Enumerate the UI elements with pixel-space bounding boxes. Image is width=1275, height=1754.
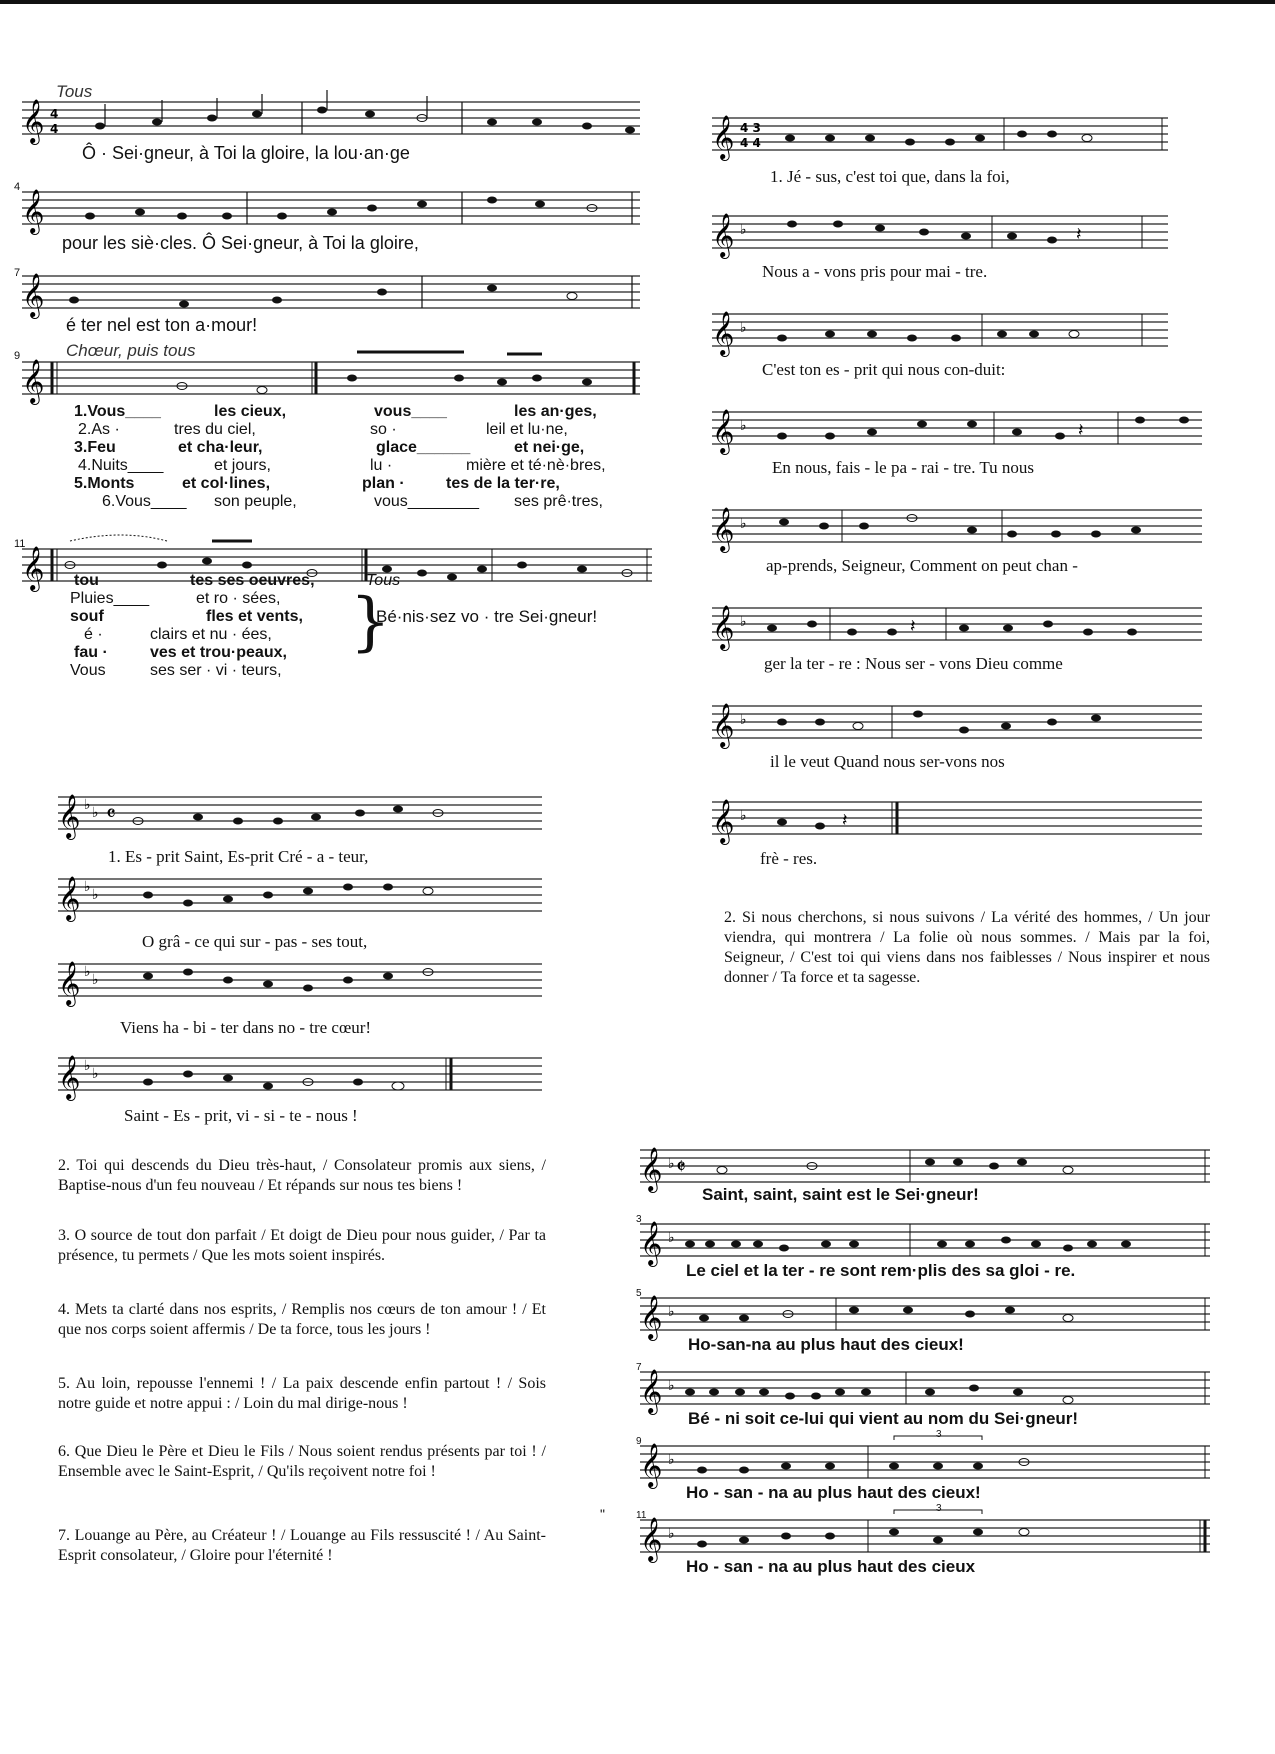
song3-lyrics-7: il le veut Quand nous ser-vons nos (770, 752, 1005, 771)
song4-measure-3: 3 (636, 1214, 642, 1225)
song3-lyrics-6: ger la ter - re : Nous ser - vons Dieu comme (764, 654, 1063, 673)
song4-lyrics-3: Ho-san-na au plus haut des cieux! (688, 1335, 964, 1354)
song1-lyrics-3: é ter nel est ton a·mour! (66, 315, 258, 335)
svg-text:𝄵: 𝄵 (676, 1155, 686, 1180)
margin-mark: " (600, 1506, 605, 1522)
song4-measure-7: 7 (636, 1362, 642, 1373)
song2-staff-1 (58, 793, 542, 841)
svg-text:♭: ♭ (84, 964, 91, 980)
svg-text:𝄞: 𝄞 (712, 799, 735, 843)
svg-text:𝄽: 𝄽 (842, 810, 848, 831)
stanza-row-1: 1.Vous____ les cieux, vous____ les an·ges, (74, 403, 597, 420)
song4-staff-3 (640, 1294, 1210, 1340)
svg-text:♭: ♭ (668, 1378, 675, 1394)
svg-text:𝄞: 𝄞 (22, 273, 45, 317)
svg-text:♭: ♭ (668, 1526, 675, 1542)
svg-text:♭: ♭ (668, 1304, 675, 1320)
measure-number-9: 9 (14, 350, 21, 362)
svg-text:♭: ♭ (84, 879, 91, 895)
svg-text:♭: ♭ (740, 808, 747, 824)
song2-staff-4 (58, 1054, 542, 1102)
song3-staff-7 (712, 702, 1202, 748)
song1-staff-1 (22, 98, 640, 146)
song4-lyrics-1: Saint, saint, saint est le Sei·gneur! (702, 1185, 979, 1204)
song4-lyrics-6: Ho - san - na au plus haut des cieux (686, 1557, 976, 1576)
song4-lyrics-5: Ho - san - na au plus haut des cieux! (686, 1483, 981, 1502)
song3-lyrics-2: Nous a - vons pris pour mai - tre. (762, 262, 988, 281)
svg-text:𝄞: 𝄞 (712, 115, 735, 159)
song3-lyrics-8: frè - res. (760, 849, 818, 868)
song3-staff-8 (712, 798, 1202, 844)
svg-text:𝄞: 𝄞 (58, 1055, 81, 1099)
song4-staff-5 (640, 1442, 1210, 1488)
svg-text:𝄞: 𝄞 (58, 961, 81, 1005)
svg-text:𝄽: 𝄽 (1076, 224, 1082, 245)
svg-text:𝄞: 𝄞 (712, 703, 735, 747)
song4-triplet-1: 3 (936, 1429, 942, 1440)
song3-staff-1 (712, 114, 1168, 160)
svg-text:𝄞: 𝄞 (22, 546, 45, 590)
svg-text:𝄞: 𝄞 (22, 189, 45, 233)
svg-text:𝄞: 𝄞 (640, 1221, 663, 1265)
song4-staff-2 (640, 1220, 1210, 1266)
song3-lyrics-5: ap-prends, Seigneur, Comment on peut chan - (766, 556, 1078, 575)
svg-text:𝄞: 𝄞 (640, 1147, 663, 1191)
song2-verse-4: 4. Mets ta clarté dans nos esprits, / Remplis nos cœurs de ton amour ! / Et que nos corps soient affermis / De ta force, tous les jours ! (58, 1301, 546, 1338)
svg-text:𝄞: 𝄞 (640, 1443, 663, 1487)
svg-text:♭: ♭ (740, 712, 747, 728)
svg-text:4: 4 (50, 107, 59, 121)
ending-row-5: fau · ves et trou·peaux, (74, 644, 287, 661)
measure-number-7: 7 (14, 267, 21, 279)
ending-row-2: Pluies____ et ro · sées, (70, 590, 281, 607)
song2-verse-6: 6. Que Dieu le Père et Dieu le Fils / Nous soient rendus présents par toi ! / Ensemble avec le Saint-Esprit, / Qu'ils reçoivent notre foi ! (58, 1443, 546, 1480)
svg-text:𝄞: 𝄞 (712, 311, 735, 355)
song2-lyrics-3: Viens ha - bi - ter dans no - tre cœur! (120, 1018, 372, 1037)
svg-text:𝄞: 𝄞 (22, 99, 45, 143)
song1-staff-3 (22, 272, 640, 320)
song4-lyrics-4: Bé - ni soit ce-lui qui vient au nom du Sei·gneur! (688, 1409, 1079, 1428)
song4-staff-6 (640, 1516, 1210, 1562)
song1-staff-4 (22, 358, 640, 406)
svg-text:♭: ♭ (92, 805, 99, 821)
song1-staff-2 (22, 188, 640, 236)
svg-text:♭: ♭ (84, 1058, 91, 1074)
song2-staff-3 (58, 960, 542, 1008)
svg-text:4: 4 (50, 122, 59, 136)
svg-text:♭: ♭ (740, 516, 747, 532)
song1-stanzas (74, 403, 644, 511)
measure-number-4: 4 (14, 181, 21, 193)
song2-verse-3: 3. O source de tout don parfait / Et doigt de Dieu pour nous guider, / Par ta présence, tu permets / Que les mots soient inspirés. (58, 1227, 546, 1264)
svg-text:𝄽: 𝄽 (910, 616, 916, 637)
svg-text:𝄞: 𝄞 (640, 1517, 663, 1561)
song3-lyrics-3: C'est ton es - prit qui nous con-duit: (762, 360, 1006, 379)
svg-text:♭: ♭ (92, 887, 99, 903)
svg-text:♭: ♭ (84, 797, 91, 813)
stanza-row-4: 4.Nuits____ et jours, lu · mière et té·nè·bres, (78, 457, 606, 474)
stanza-row-3: 3.Feu et cha·leur, glace______ et nei·ge, (74, 439, 585, 456)
song3-lyrics-1: 1. Jé - sus, c'est toi que, dans la foi, (770, 167, 1010, 186)
song2-lyrics-1: 1. Es - prit Saint, Es-prit Cré - a - teur, (108, 847, 369, 866)
svg-text:𝄞: 𝄞 (712, 409, 735, 453)
song4-triplet-2: 3 (936, 1503, 942, 1514)
song3-staff-3 (712, 310, 1168, 356)
stanza-row-2: 2.As · tres du ciel, so · leil et lu·ne, (78, 421, 568, 438)
song3-staff-4 (712, 408, 1202, 454)
label-tous: Tous (56, 82, 93, 101)
song3-staff-6 (712, 604, 1202, 650)
svg-text:♭: ♭ (740, 418, 747, 434)
song3-verse-2: 2. Si nous cherchons, si nous suivons / La vérité des hommes, / Un jour viendra, qui montrera / La folie où nous sommes. / Mais par la foi, Seigneur, / C'est toi qui viens dans nos faiblesses / Nous inspirer et nous donner / Ta force et ta sagesse. (724, 909, 1210, 986)
ending-row-3: souf fles et vents, (70, 608, 303, 625)
song3-staff-2 (712, 212, 1168, 258)
song2-verse-2: 2. Toi qui descends du Dieu très-haut, / Consolateur promis aux siens, / Baptise-nous d'un feu nouveau / Et répands sur nous tes biens ! (58, 1157, 546, 1194)
song4-measure-11: 11 (636, 1510, 647, 1521)
song4-staff-4 (640, 1368, 1210, 1414)
song2-lyrics-4: Saint - Es - prit, vi - si - te - nous ! (124, 1106, 358, 1125)
ending-row-1: tou tes ses oeuvres, Tous (74, 572, 401, 589)
song3-staff-5 (712, 506, 1202, 552)
svg-text:♭: ♭ (740, 320, 747, 336)
svg-text:𝄞: 𝄞 (58, 794, 81, 838)
svg-text:𝄞: 𝄞 (640, 1295, 663, 1339)
svg-text:♭: ♭ (740, 222, 747, 238)
svg-text:4 3: 4 3 (740, 121, 761, 135)
svg-text:♭: ♭ (668, 1230, 675, 1246)
svg-text:𝄞: 𝄞 (22, 359, 45, 403)
song1-lyrics-1: Ô · Sei·gneur, à Toi la gloire, la lou·an·ge (82, 143, 410, 163)
song4-lyrics-2: Le ciel et la ter - re sont rem·plis des sa gloi - re. (686, 1261, 1076, 1280)
svg-text:♭: ♭ (668, 1452, 675, 1468)
svg-text:♭: ♭ (92, 972, 99, 988)
svg-text:𝄞: 𝄞 (712, 507, 735, 551)
song2-lyrics-2: O grâ - ce qui sur - pas - ses tout, (142, 932, 368, 951)
svg-text:𝄞: 𝄞 (712, 605, 735, 649)
song2-verse-5: 5. Au loin, repousse l'ennemi ! / La paix descende enfin partout ! / Sois notre guide et notre appui : / Loin du mal dirige-nous ! (58, 1375, 546, 1412)
refrain-brace: } (350, 585, 391, 659)
stanza-row-6: 6.Vous____ son peuple, vous________ ses prê·tres, (102, 493, 603, 510)
svg-text:♭: ♭ (92, 1066, 99, 1082)
svg-text:𝄞: 𝄞 (712, 213, 735, 257)
song3-lyrics-4: En nous, fais - le pa - rai - tre. Tu nous (772, 458, 1035, 477)
ending-row-6: Vous ses ser · vi · teurs, (70, 662, 282, 679)
label-choeur: Chœur, puis tous (66, 341, 196, 360)
song4-measure-5: 5 (636, 1288, 642, 1299)
song2-verse-7: 7. Louange au Père, au Créateur ! / Louange au Fils ressuscité ! / Au Saint-Esprit consolateur, / Gloire pour l'éternité ! (58, 1527, 546, 1564)
measure-number-11: 11 (14, 538, 26, 550)
stanza-row-5: 5.Monts et col·lines, plan · tes de la ter·re, (74, 475, 560, 492)
svg-text:♭: ♭ (668, 1156, 675, 1172)
song4-measure-9: 9 (636, 1436, 642, 1447)
svg-text:𝄴: 𝄴 (106, 802, 116, 827)
page-top-border (0, 0, 1275, 4)
svg-text:𝄞: 𝄞 (58, 876, 81, 920)
song1-refrain: Bé·nis·sez vo · tre Sei·gneur! (376, 607, 598, 626)
ending-row-4: é · clairs et nu · ées, (84, 626, 272, 643)
song1-lyrics-2: pour les siè·cles. Ô Sei·gneur, à Toi la gloire, (62, 233, 419, 253)
svg-text:♭: ♭ (740, 614, 747, 630)
svg-text:𝄽: 𝄽 (1078, 420, 1084, 441)
song2-staff-2 (58, 875, 542, 923)
svg-text:4 4: 4 4 (740, 136, 761, 150)
svg-text:𝄞: 𝄞 (640, 1369, 663, 1413)
